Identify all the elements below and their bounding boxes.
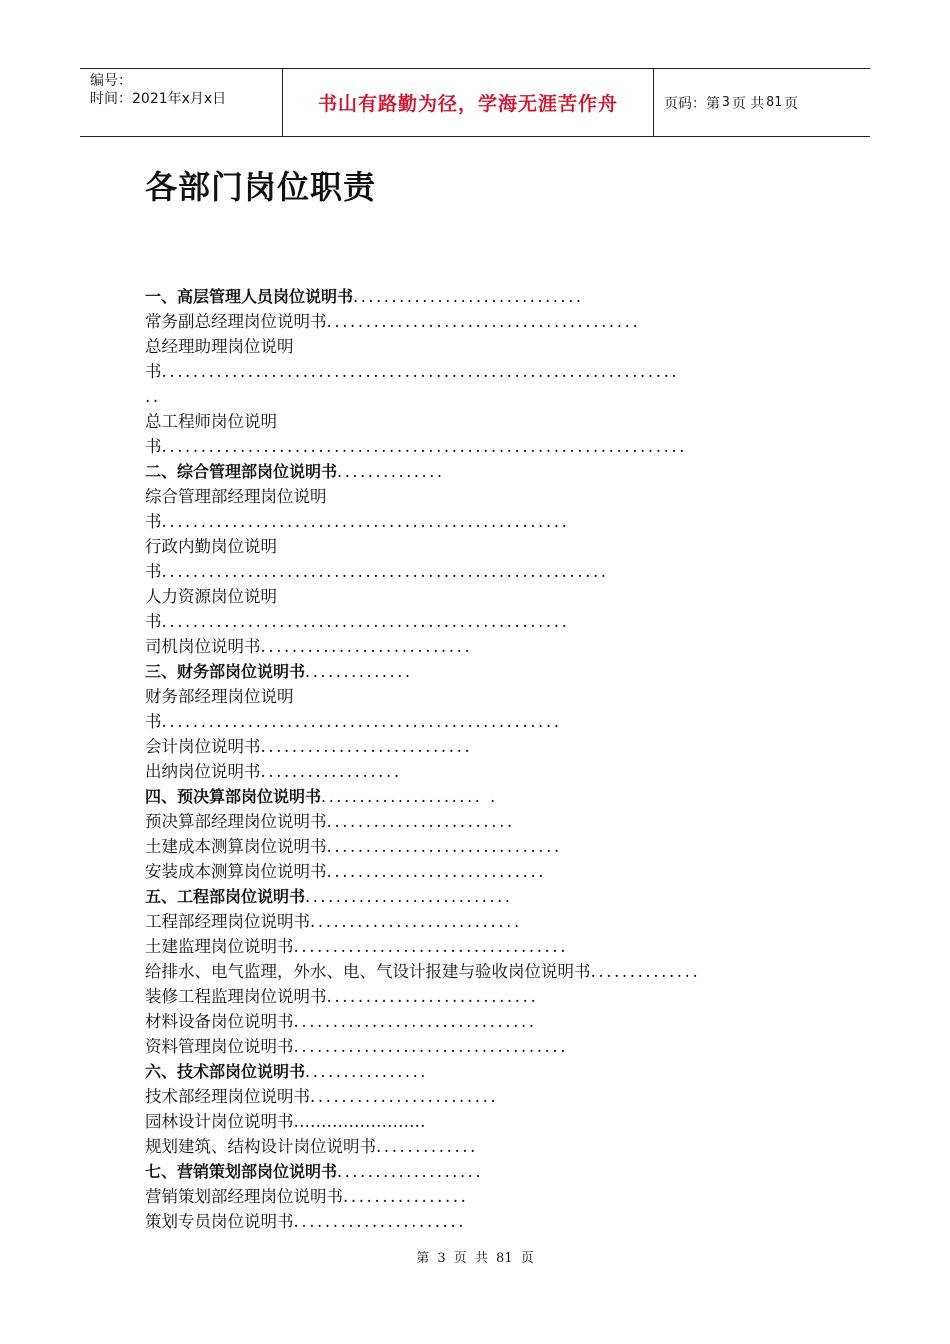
toc-leader-dots: ........................... xyxy=(260,637,473,656)
toc-entry[interactable] xyxy=(145,1034,825,1059)
motto: 书山有路勤为径，学海无涯苦作舟 xyxy=(317,93,618,115)
toc-entry-text: 二、综合管理部岗位说明书 xyxy=(145,462,338,481)
toc-entry-text: 工程部经理岗位说明书 xyxy=(145,912,310,931)
toc-entry-text: 土建成本测算岗位说明书 xyxy=(145,837,327,856)
toc-entry[interactable] xyxy=(145,959,825,984)
toc-entry-text: 出纳岗位说明书 xyxy=(145,762,261,781)
toc-leader-dots: .............. xyxy=(305,662,413,681)
toc-entry[interactable] xyxy=(145,334,825,359)
toc-leader-dots: ...................... xyxy=(293,1212,467,1231)
toc-entry[interactable] xyxy=(145,1009,825,1034)
toc-entry[interactable] xyxy=(145,1209,825,1234)
toc-leader-dots: ......................................................... xyxy=(161,562,609,581)
toc-section-heading[interactable] xyxy=(145,659,825,684)
toc-entry[interactable] xyxy=(145,759,825,784)
toc-entry[interactable] xyxy=(145,1084,825,1109)
toc-entry-text: 行政内勤岗位说明 xyxy=(145,537,277,556)
toc-section-heading[interactable] xyxy=(145,784,825,809)
toc-entry-text: 技术部经理岗位说明书 xyxy=(145,1087,310,1106)
toc-leader-dots: ..................... . xyxy=(321,787,498,806)
page-total: 81 xyxy=(766,95,782,110)
toc-entry[interactable] xyxy=(145,934,825,959)
toc-entry-text: 装修工程监理岗位说明书 xyxy=(145,987,327,1006)
toc-entry[interactable] xyxy=(145,384,825,409)
toc-entry-text: 资料管理岗位说明书 xyxy=(145,1037,294,1056)
toc-entry[interactable] xyxy=(145,484,825,509)
toc-entry-text: 策划专员岗位说明书 xyxy=(145,1212,294,1231)
toc-entry-text: 三、财务部岗位说明书 xyxy=(145,662,306,681)
toc-entry[interactable] xyxy=(145,409,825,434)
toc-entry[interactable] xyxy=(145,584,825,609)
toc-entry-text: 书 xyxy=(145,512,162,531)
toc-section-heading[interactable] xyxy=(145,884,825,909)
toc-entry[interactable] xyxy=(145,1184,825,1209)
toc-section-heading[interactable] xyxy=(145,1059,825,1084)
toc-leader-dots: ................... xyxy=(337,1162,484,1181)
toc-leader-dots: .............................. xyxy=(353,287,584,306)
toc-entry-text: 财务部经理岗位说明 xyxy=(145,687,294,706)
toc-entry[interactable] xyxy=(145,834,825,859)
page-footer: 第 3 页 共 81 页 xyxy=(416,1251,534,1266)
toc-entry-text: 会计岗位说明书 xyxy=(145,737,261,756)
toc-entry-text: 书 xyxy=(145,612,162,631)
page-prefix: 页码：第 xyxy=(664,95,720,112)
table-of-contents xyxy=(145,284,825,1234)
page-title: 各部门岗位职责 xyxy=(145,168,377,206)
toc-leader-dots: ................................... xyxy=(293,937,569,956)
toc-entry[interactable] xyxy=(145,709,825,734)
toc-leader-dots: ........................... xyxy=(260,737,473,756)
toc-leader-dots: .................................................................. xyxy=(161,362,680,381)
toc-leader-dots: .................. xyxy=(260,762,402,781)
header-page-info xyxy=(654,69,870,136)
time-label: 时间：2021年x月x日 xyxy=(90,91,227,107)
toc-entry[interactable] xyxy=(145,609,825,634)
toc-entry-text: 总工程师岗位说明 xyxy=(145,412,277,431)
toc-leader-dots: ........................ xyxy=(310,1087,499,1106)
toc-entry-text: 七、营销策划部岗位说明书 xyxy=(145,1162,338,1181)
toc-entry[interactable] xyxy=(145,559,825,584)
toc-leader-dots: ........................................ xyxy=(326,312,641,331)
toc-leader-dots: ............................... xyxy=(293,1012,537,1031)
toc-entry-text: 园林设计岗位说明书 xyxy=(145,1112,294,1131)
toc-entry[interactable] xyxy=(145,734,825,759)
toc-entry[interactable] xyxy=(145,509,825,534)
toc-entry[interactable] xyxy=(145,984,825,1009)
toc-entry[interactable] xyxy=(145,909,825,934)
toc-entry-text: 书 xyxy=(145,362,162,381)
toc-entry[interactable] xyxy=(145,859,825,884)
toc-entry-text: 六、技术部岗位说明书 xyxy=(145,1062,306,1081)
header-motto-cell xyxy=(282,69,654,136)
toc-entry[interactable] xyxy=(145,1109,825,1134)
toc-entry-text: 给排水、电气监理，外水、电、气设计报建与验收岗位说明书 xyxy=(145,962,591,981)
toc-entry-text: 营销策划部经理岗位说明书 xyxy=(145,1187,343,1206)
toc-leader-dots: ........................... xyxy=(310,912,522,931)
toc-entry[interactable] xyxy=(145,434,825,459)
toc-entry-text: 土建监理岗位说明书 xyxy=(145,937,294,956)
toc-leader-dots: .. xyxy=(145,387,161,406)
toc-section-heading[interactable] xyxy=(145,459,825,484)
toc-entry[interactable] xyxy=(145,1134,825,1159)
toc-leader-dots: ................ xyxy=(305,1062,428,1081)
toc-entry-text: 四、预决算部岗位说明书 xyxy=(145,787,322,806)
toc-entry[interactable] xyxy=(145,684,825,709)
toc-entry[interactable] xyxy=(145,809,825,834)
toc-entry-text: 一、高层管理人员岗位说明书 xyxy=(145,287,354,306)
toc-entry-text: 安装成本测算岗位说明书 xyxy=(145,862,327,881)
toc-leader-dots: .................................................... xyxy=(161,512,570,531)
toc-leader-dots: ................................................... xyxy=(161,712,562,731)
toc-entry-text: 综合管理部经理岗位说明 xyxy=(145,487,327,506)
toc-entry-text: 人力资源岗位说明 xyxy=(145,587,277,606)
toc-leader-dots: ............................ xyxy=(326,862,547,881)
page-suffix: 页 xyxy=(783,95,798,112)
toc-entry[interactable] xyxy=(145,309,825,334)
toc-leader-dots: ................ xyxy=(343,1187,469,1206)
toc-entry-text: 书 xyxy=(145,712,162,731)
page-current: 3 xyxy=(722,95,730,110)
toc-entry[interactable] xyxy=(145,634,825,659)
header-meta xyxy=(80,69,282,136)
toc-leader-dots: .............. xyxy=(337,462,445,481)
toc-leader-dots: ............. xyxy=(376,1137,478,1156)
toc-entry[interactable] xyxy=(145,534,825,559)
toc-section-heading[interactable] xyxy=(145,284,825,309)
toc-leader-dots: ........................... xyxy=(326,987,539,1006)
toc-leader-dots: ........................... xyxy=(305,887,513,906)
toc-entry-text: 五、工程部岗位说明书 xyxy=(145,887,306,906)
toc-entry-text: 常务副总经理岗位说明书 xyxy=(145,312,327,331)
toc-leader-dots: .................................................... xyxy=(161,612,570,631)
toc-entry-text: 书 xyxy=(145,562,162,581)
toc-leader-dots: .............................. xyxy=(326,837,562,856)
toc-section-heading[interactable] xyxy=(145,1159,825,1184)
toc-leader-dots: .............. xyxy=(590,962,701,981)
code-label: 编号： xyxy=(90,73,132,89)
toc-entry-text: 书 xyxy=(145,437,162,456)
toc-leader-dots: ................................... xyxy=(293,1037,569,1056)
toc-leader-dots: ................................................................... xyxy=(161,437,688,456)
toc-entry[interactable] xyxy=(145,359,825,384)
toc-entry-text: 预决算部经理岗位说明书 xyxy=(145,812,327,831)
toc-entry-text: 司机岗位说明书 xyxy=(145,637,261,656)
toc-leader-dots: ........................ xyxy=(326,812,515,831)
toc-entry-text: 规划建筑、结构设计岗位说明书 xyxy=(145,1137,376,1156)
page-middle: 页 共 xyxy=(731,95,765,112)
page-header xyxy=(80,68,870,137)
toc-entry-text: 材料设备岗位说明书 xyxy=(145,1012,294,1031)
toc-entry-text: 总经理助理岗位说明 xyxy=(145,337,294,356)
toc-leader-dots: …………………… xyxy=(293,1112,426,1131)
